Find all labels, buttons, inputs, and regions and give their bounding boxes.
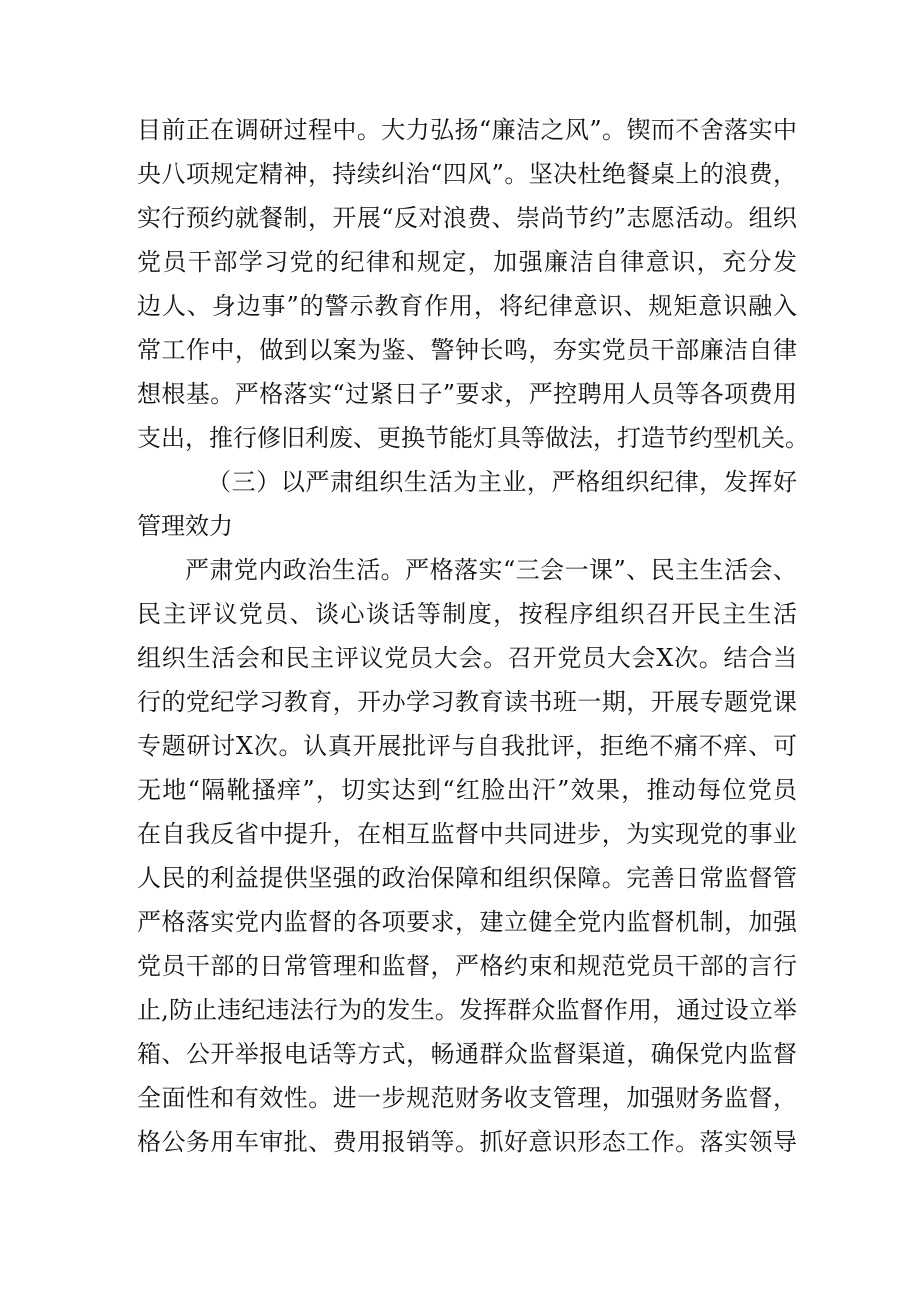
paragraph-line-12: 箱、公开举报电话等方式，畅通群众监督渠道，确保党内监督 (137, 1040, 797, 1068)
paragraph-line-9: 严格落实党内监督的各项要求，建立健全党内监督机制，加强 (137, 908, 797, 936)
paragraph-line-11: 止,防止违纪违法行为的发生。发挥群众监督作用，通过设立举 (137, 996, 797, 1024)
paragraph-line-10: 党员干部的日常管理和监督，严格约束和规范党员干部的言行 (137, 952, 797, 980)
text-line-5: 边人、身边事”的警示教育作用，将纪律意识、规矩意识融入 (137, 292, 797, 320)
paragraph-line-6: 无地“隔靴搔痒”，切实达到“红脸出汗”效果，推动每位党员 (137, 776, 797, 804)
section-heading-line-1: （三）以严肃组织生活为主业，严格组织纪律，发挥好 (207, 468, 797, 496)
paragraph-line-8: 人民的利益提供坚强的政治保障和组织保障。完善日常监督管 (137, 864, 797, 892)
text-line-4: 党员干部学习党的纪律和规定，加强廉洁自律意识，充分发 (137, 248, 797, 276)
text-line-8: 支出，推行修旧利废、更换节能灯具等做法，打造节约型机关。 (137, 424, 809, 452)
section-heading-line-2: 管理效力 (137, 512, 233, 540)
text-line-1: 目前正在调研过程中。大力弘扬“廉洁之风”。锲而不舍落实中 (137, 116, 797, 144)
paragraph-line-13: 全面性和有效性。进一步规范财务收支管理，加强财务监督， (137, 1084, 797, 1112)
paragraph-line-14: 格公务用车审批、费用报销等。抓好意识形态工作。落实领导 (137, 1128, 797, 1156)
paragraph-line-5: 专题研讨X次。认真开展批评与自我批评，拒绝不痛不痒、可 (137, 732, 797, 760)
text-line-2: 央八项规定精神，持续纠治“四风”。坚决杜绝餐桌上的浪费， (137, 160, 797, 188)
text-line-7: 想根基。严格落实“过紧日子”要求，严控聘用人员等各项费用 (137, 380, 797, 408)
paragraph-line-3: 组织生活会和民主评议党员大会。召开党员大会X次。结合当 (137, 644, 797, 672)
paragraph-line-7: 在自我反省中提升，在相互监督中共同进步，为实现党的事业 (137, 820, 797, 848)
text-line-3: 实行预约就餐制，开展“反对浪费、崇尚节约”志愿活动。组织 (137, 204, 797, 232)
paragraph-line-1: 严肃党内政治生活。严格落实“三会一课”、民主生活会、 (185, 556, 797, 584)
paragraph-line-4: 行的党纪学习教育，开办学习教育读书班一期，开展专题党课 (137, 688, 797, 716)
paragraph-line-2: 民主评议党员、谈心谈话等制度，按程序组织召开民主生活 (137, 600, 797, 628)
text-line-6: 常工作中，做到以案为鉴、警钟长鸣，夯实党员干部廉洁自律 (137, 336, 797, 364)
document-body (137, 108, 809, 1164)
